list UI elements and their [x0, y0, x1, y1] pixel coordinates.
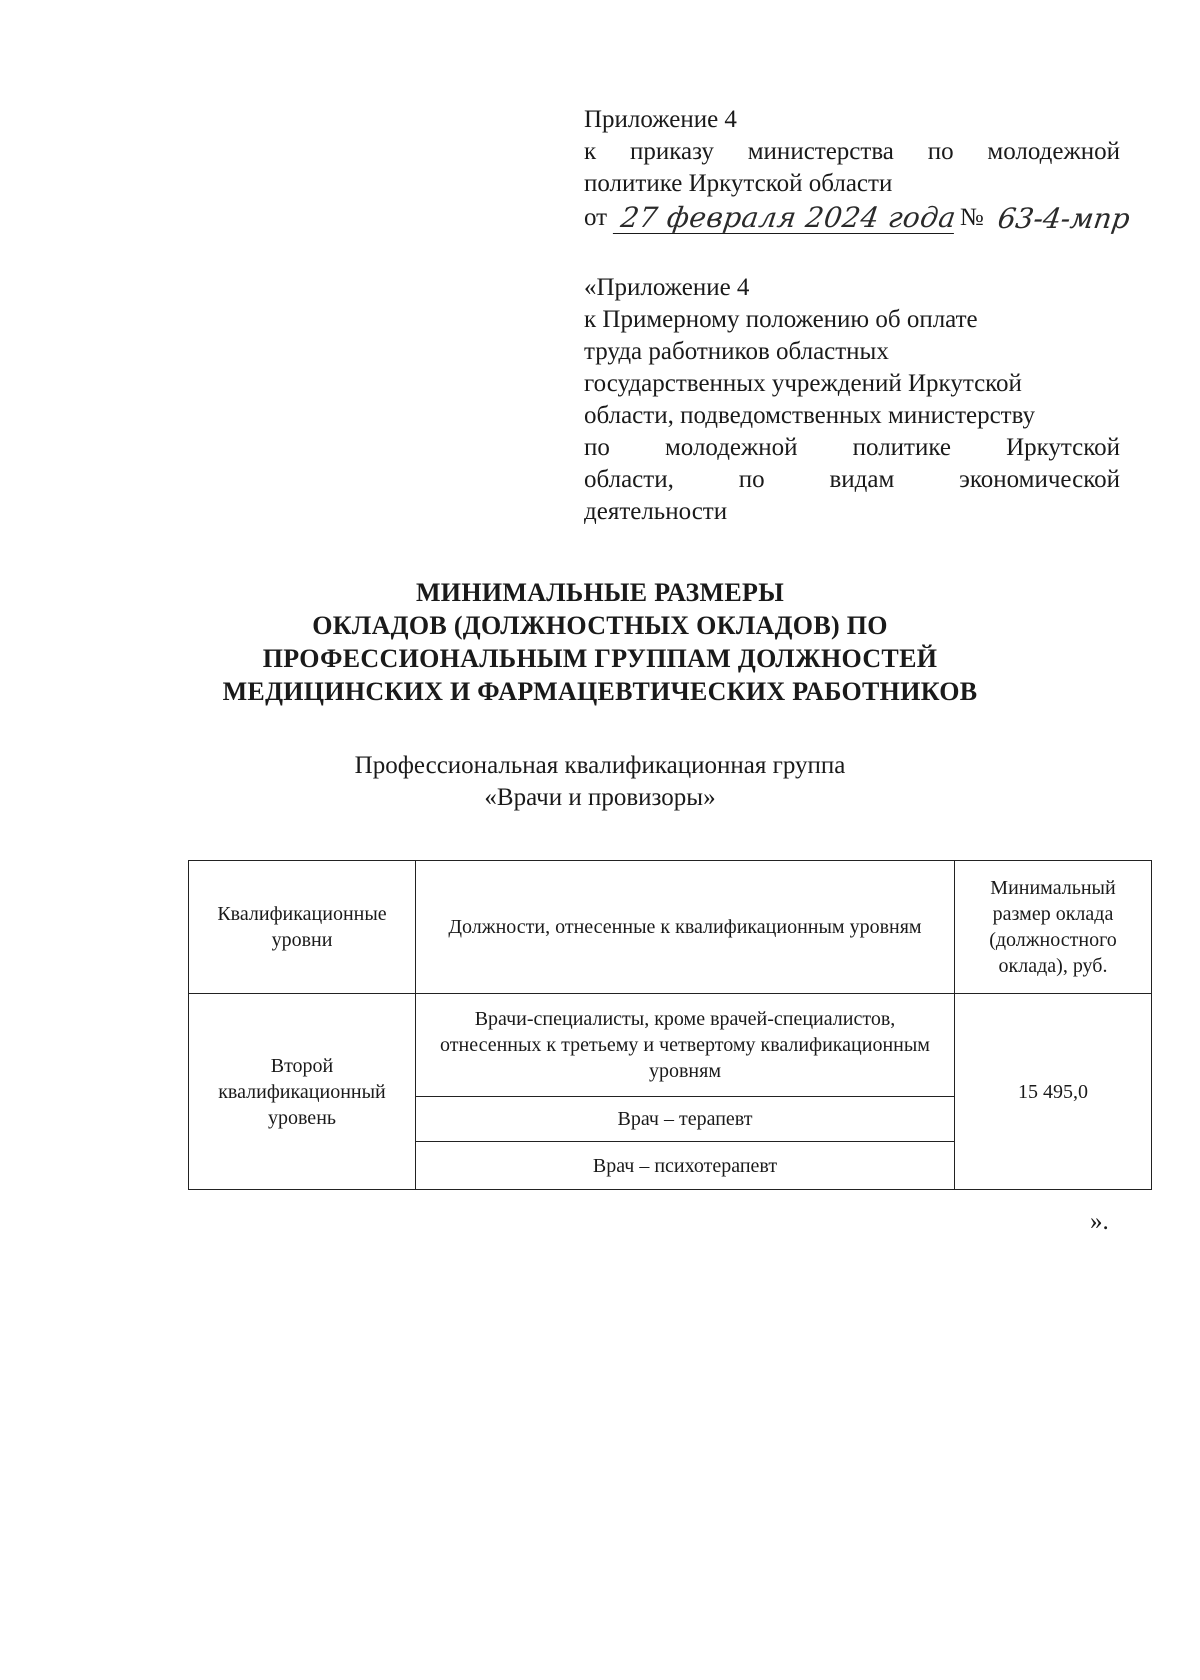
title-line-1: МИНИМАЛЬНЫЕ РАЗМЕРЫ [415, 578, 785, 607]
closing-quote-mark: ». [1090, 1208, 1109, 1235]
quoted-line-8: деятельности [584, 498, 728, 525]
handwritten-number: 63-4-мпр [995, 202, 1132, 235]
quoted-line-2: к Примерному положению об оплате [584, 306, 978, 333]
qualification-level-cell: Второй квалификационный уровень [189, 994, 416, 1190]
from-label: от [584, 204, 608, 231]
salary-cell: 15 495,0 [955, 994, 1152, 1190]
header-qualification-levels: Квалификационные уровни [189, 861, 416, 994]
quoted-line-4: государственных учреждений Иркутской [584, 370, 1022, 397]
header-min-salary: Минимальный размер оклада (должностного оклада), руб. [955, 861, 1152, 994]
position-cell: Врач – психотерапевт [416, 1142, 955, 1190]
quoted-line-6: по молодежной политике Иркутской [584, 434, 1120, 461]
subtitle-line-2: «Врачи и провизоры» [484, 784, 716, 811]
quoted-line-1: «Приложение 4 [584, 274, 750, 301]
table-row [189, 994, 1152, 1097]
handwritten-date: 27 февраля 2024 года [613, 203, 958, 234]
attachment-line-1: Приложение 4 [584, 106, 737, 133]
document-title [160, 576, 1040, 708]
table-header-row [189, 861, 1152, 994]
header-positions: Должности, отнесенные к квалификационным уровням [416, 861, 955, 994]
subtitle-line-1: Профессиональная квалификационная группа [354, 752, 846, 779]
title-line-2: ОКЛАДОВ (ДОЛЖНОСТНЫХ ОКЛАДОВ) ПО [312, 611, 888, 640]
salary-table [188, 860, 1152, 1190]
order-date-line [584, 200, 1132, 235]
position-cell: Врачи-специалисты, кроме врачей-специалистов, отнесенных к третьему и четвертому квалификационным уровням [416, 994, 955, 1097]
position-cell: Врач – терапевт [416, 1097, 955, 1142]
quoted-line-7: области, по видам экономической [584, 466, 1120, 493]
group-subtitle [160, 750, 1040, 814]
quoted-line-3: труда работников областных [584, 338, 889, 365]
title-line-4: МЕДИЦИНСКИХ И ФАРМАЦЕВТИЧЕСКИХ РАБОТНИКОВ [222, 677, 978, 706]
quoted-attachment-header [584, 272, 1120, 528]
attachment-line-2: к приказу министерства по молодежной [584, 138, 1120, 165]
quoted-line-5: области, подведомственных министерству [584, 402, 1036, 429]
attachment-header [584, 104, 1132, 235]
attachment-line-3: политике Иркутской области [584, 170, 893, 197]
title-line-3: ПРОФЕССИОНАЛЬНЫМ ГРУППАМ ДОЛЖНОСТЕЙ [262, 644, 938, 673]
number-sign: № [959, 204, 984, 231]
